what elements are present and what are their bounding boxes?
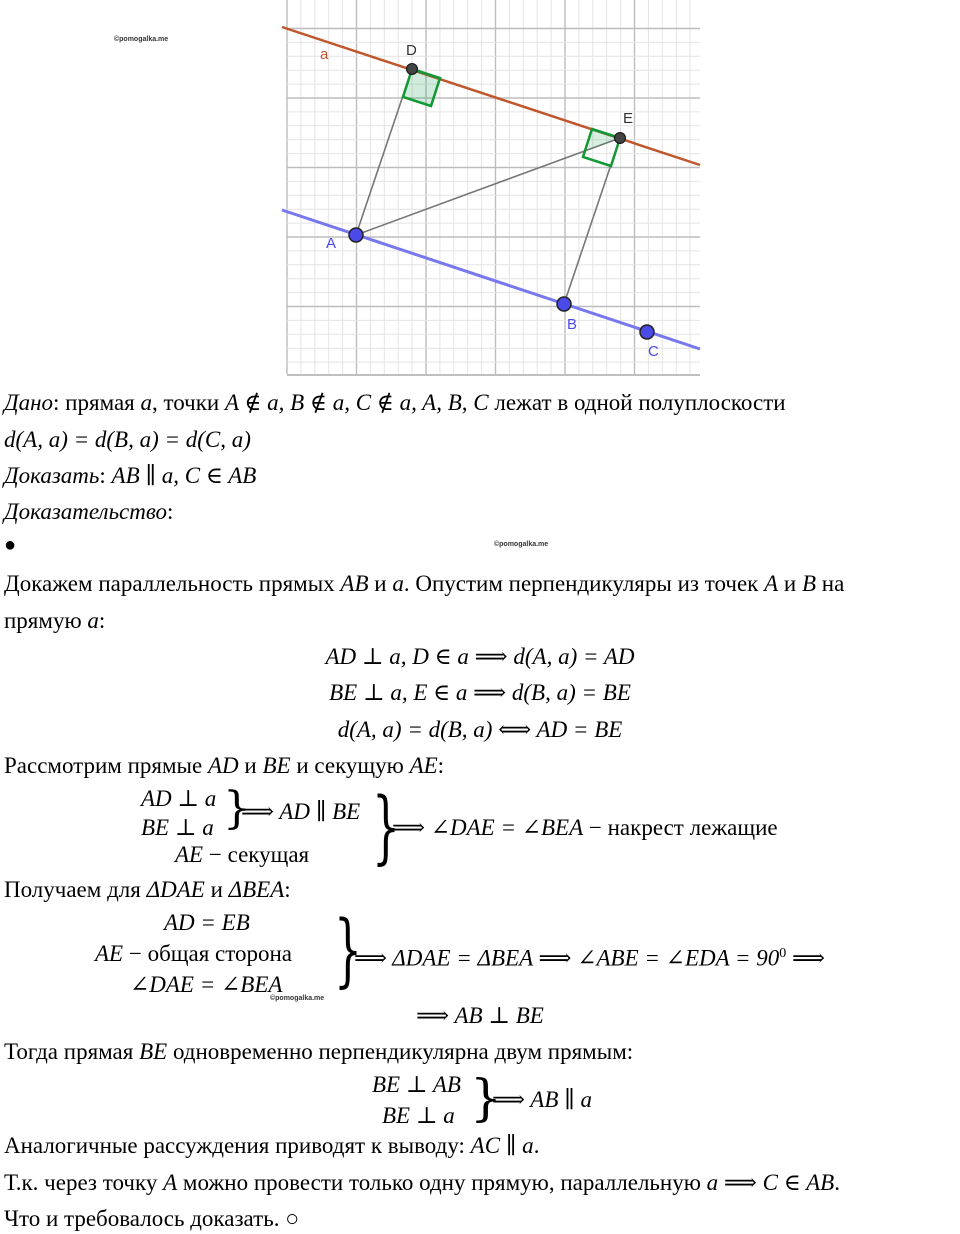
label-d: D xyxy=(406,42,417,59)
point-e xyxy=(615,133,626,144)
given-text2: , точки xyxy=(152,390,225,415)
sys2-next: ⟹ AB ⊥ BE xyxy=(416,1003,544,1028)
sys1-inner-brace: } xyxy=(223,783,251,834)
paragraph-3: Получаем для ΔDAE и ΔBEA: xyxy=(4,877,291,902)
sys2-brace: } xyxy=(334,903,362,996)
prove-statement: AB ∥ a, C ∈ AB xyxy=(111,463,257,488)
sys2-line-3: ∠DAE = ∠BEA xyxy=(130,972,283,997)
geometry-figure xyxy=(278,0,702,380)
given-membership: A ∉ a, B ∉ a, C ∉ a, A, B, C xyxy=(224,390,489,415)
sys2-line-1: AD = EB xyxy=(164,910,250,935)
paragraph-2: Рассмотрим прямые AD и BE и секущую AE: xyxy=(4,753,445,778)
prove-colon: : xyxy=(99,463,106,488)
proof-label: Доказательство xyxy=(4,499,168,524)
qed-symbol: ○ xyxy=(285,1206,300,1231)
sys2-line-2: AE − общая сторона xyxy=(95,941,293,966)
label-c: C xyxy=(648,343,659,360)
watermark: ©pomogalka.me xyxy=(114,36,169,43)
sys1-mid: ⟹ AD ∥ BE xyxy=(241,799,361,824)
point-d xyxy=(407,64,418,75)
given-label: Дано xyxy=(4,390,54,415)
sys3-line-1: BE ⊥ AB xyxy=(372,1072,461,1097)
paragraph-7: Что и требовалось доказать. ○ xyxy=(4,1206,300,1231)
given-line xyxy=(4,388,786,418)
given-a: a xyxy=(140,390,153,415)
paragraph-6: Т.к. через точку A можно провести только одну прямую, параллельную a ⟹ C ∈ AB. xyxy=(4,1170,840,1195)
point-c xyxy=(640,325,654,339)
label-a: A xyxy=(326,235,337,252)
sys1-outer-brace: } xyxy=(372,780,400,873)
paragraph-1-line-2: прямую a: xyxy=(4,608,106,633)
sys1-line-3: AE − секущая xyxy=(175,842,310,867)
sys3-result: ⟹ AB ∥ a xyxy=(492,1087,593,1112)
paragraph-5: Аналогичные рассуждения приводят к выводу: AC ∥ a. xyxy=(4,1133,540,1158)
paragraph-1-line-1: Докажем параллельность прямых AB и a. Опустим перпендикуляры из точек A и B на xyxy=(4,571,845,596)
label-line-a: a xyxy=(320,46,329,63)
point-b xyxy=(557,297,571,311)
given-text1: : прямая xyxy=(53,390,141,415)
equation-3: d(A, a) = d(B, a) ⟺ AD = BE xyxy=(337,717,623,742)
given-text3: лежат в одной полуплоскости xyxy=(488,390,786,415)
point-a xyxy=(349,228,363,242)
paragraph-4: Тогда прямая BE одновременно перпендикулярна двум прямым: xyxy=(4,1039,634,1064)
segment-ae xyxy=(356,138,620,235)
proof-colon: : xyxy=(167,499,174,524)
equation-2: BE ⊥ a, E ∈ a ⟹ d(B, a) = BE xyxy=(329,680,631,705)
sys1-result: ⟹ ∠DAE = ∠BEA − накрест лежащие xyxy=(392,815,778,840)
sys3-brace: } xyxy=(470,1069,502,1127)
right-angle-d xyxy=(403,69,440,106)
prove-line xyxy=(4,461,256,491)
watermark-3: ©pomogalka.me xyxy=(270,995,325,1002)
given-distances: d(A, a) = d(B, a) = d(C, a) xyxy=(4,427,251,452)
equation-1: AD ⊥ a, D ∈ a ⟹ d(A, a) = AD xyxy=(325,644,635,669)
proof-heading xyxy=(4,497,173,527)
label-b: B xyxy=(567,316,578,333)
sys1-line-2: BE ⊥ a xyxy=(141,815,214,840)
line-a xyxy=(282,27,700,165)
bullet: ● xyxy=(4,534,17,556)
sys3-line-2: BE ⊥ a xyxy=(382,1103,455,1128)
sys1-line-1: AD ⊥ a xyxy=(141,786,217,811)
sys2-result: ⟹ ΔDAE = ΔBEA ⟹ ∠ABE = ∠EDA = $90^0$ ⟹ xyxy=(354,945,825,971)
grid xyxy=(287,0,700,375)
line-abc xyxy=(282,210,700,349)
watermark-2: ©pomogalka.me xyxy=(494,541,549,548)
label-e: E xyxy=(623,110,634,127)
prove-label: Доказать xyxy=(4,463,100,488)
